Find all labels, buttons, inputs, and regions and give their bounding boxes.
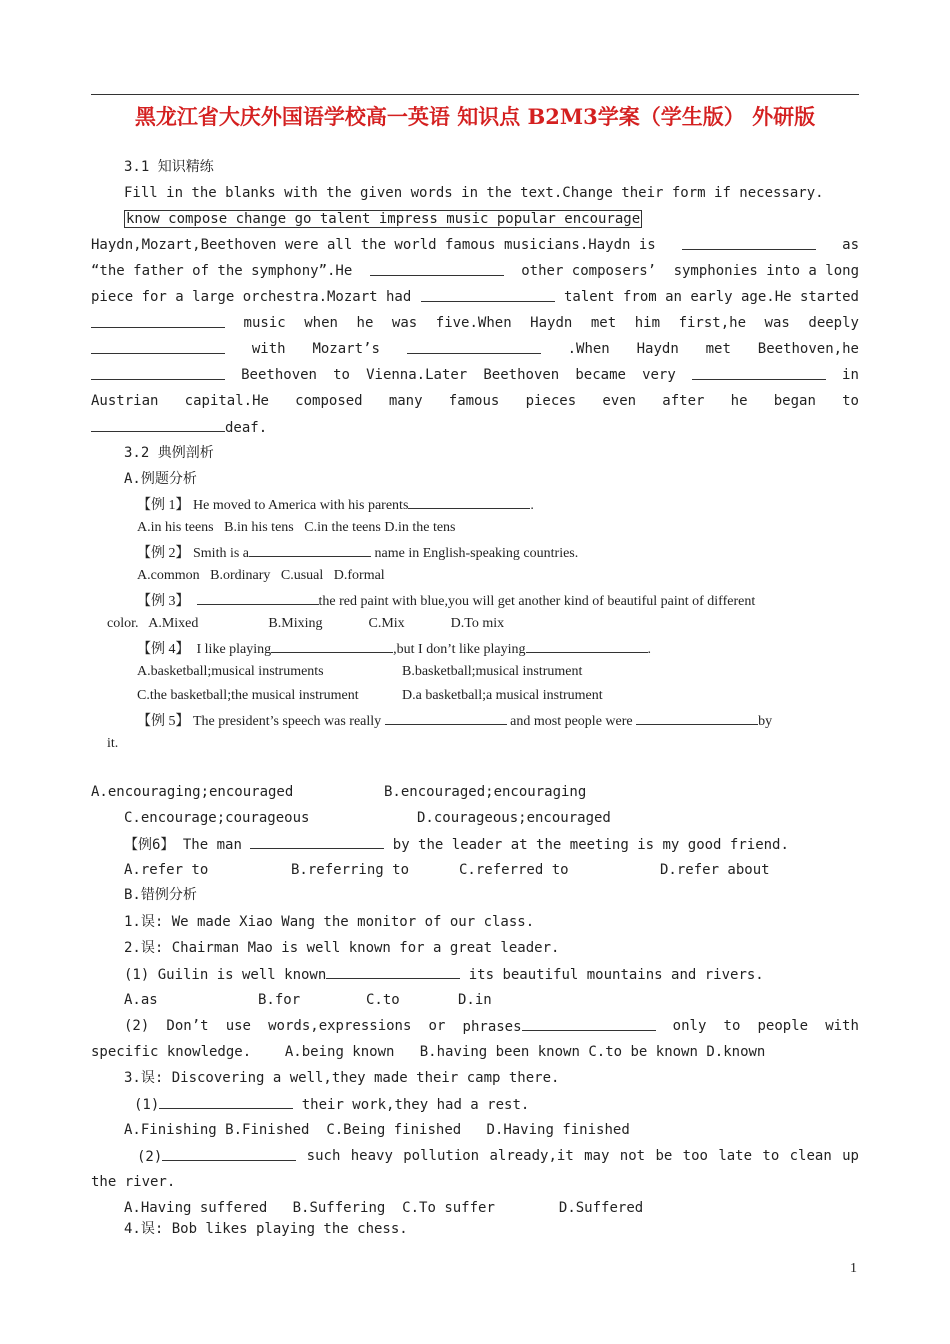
example-4-option-a: A.basketball;musical instruments — [137, 664, 324, 679]
error-3: 3.误: Discovering a well,they made their camp there. — [124, 1070, 560, 1086]
blank[interactable] — [271, 639, 393, 653]
word-box-text: know compose change go talent impress music popular encourage — [126, 211, 641, 227]
blank[interactable] — [526, 639, 648, 653]
passage-line: Haydn,Mozart,Beethoven were all the world famous musicians.Haydn is as — [91, 237, 859, 253]
blank[interactable] — [385, 711, 507, 725]
header-rule — [91, 94, 859, 95]
question-2-1-option-c: C.to — [366, 992, 400, 1008]
passage-line: music when he was five.When Haydn met him first,he was deeply — [91, 314, 859, 332]
blank[interactable] — [159, 1095, 293, 1109]
error-1: 1.误: We made Xiao Wang the monitor of our class. — [124, 914, 535, 930]
passage-line: piece for a large orchestra.Mozart had talent from an early age.He started — [91, 289, 859, 305]
question-2-2-line-2: specific knowledge. A.being known B.having been known C.to be known D.known — [91, 1044, 766, 1060]
example-4-option-d: D.a basketball;a musical instrument — [402, 688, 603, 703]
blank[interactable] — [692, 366, 826, 380]
example-5-continued: it. — [107, 736, 119, 751]
passage-line: deaf. — [91, 418, 267, 437]
error-2: 2.误: Chairman Mao is well known for a great leader. — [124, 940, 560, 956]
question-3-1-options: A.Finishing B.Finished C.Being finished D.Having finished — [124, 1122, 630, 1138]
question-2-1-option-a: A.as — [124, 992, 158, 1008]
question-3-1: (1) their work,they had a rest. — [134, 1097, 530, 1113]
blank[interactable] — [249, 543, 371, 557]
document-title: 黑龙江省大庆外国语学校高一英语 知识点 B2M3学案（学生版） 外研版 — [134, 104, 816, 129]
passage-line: “the father of the symphony”.He other composers’ symphonies into a long — [91, 263, 859, 279]
blank[interactable] — [91, 418, 225, 432]
sub-heading-a: A.例题分析 — [124, 471, 197, 487]
question-3-2-continued: the river. — [91, 1174, 176, 1190]
example-6-option-a: A.refer to — [124, 862, 209, 878]
blank[interactable] — [421, 288, 555, 302]
instruction: Fill in the blanks with the given words in the text.Change their form if necessary. — [124, 185, 824, 201]
sub-heading-b: B.错例分析 — [124, 887, 197, 903]
example-5-option-c: C.encourage;courageous — [124, 810, 310, 826]
passage-line: Beethoven to Vienna.Later Beethoven became very in — [91, 366, 859, 384]
question-3-2-options: A.Having suffered B.Suffering C.To suffer D.Suffered — [124, 1200, 644, 1216]
question-3-2: (2) such heavy pollution already,it may not be too late to clean up — [137, 1148, 859, 1165]
example-1-options: A.in his teens B.in his tens C.in the teens D.in the tens — [137, 520, 456, 535]
section-3-1-heading: 3.1 知识精练 — [124, 159, 214, 175]
blank[interactable] — [91, 340, 225, 354]
example-5: 【例 5】 The president’s speech was really and most people were by — [137, 711, 772, 731]
example-3: 【例 3】 the red paint with blue,you will get another kind of beautiful paint of different — [137, 591, 755, 611]
example-2-options: A.common B.ordinary C.usual D.formal — [137, 568, 385, 583]
passage-line: with Mozart’s .When Haydn met Beethoven,he — [91, 340, 859, 358]
example-3-options: color. A.Mixed B.Mixing C.Mix D.To mix — [107, 616, 505, 631]
example-1: 【例 1】 He moved to America with his parents . — [137, 495, 534, 515]
page-number: 1 — [850, 1261, 857, 1276]
example-4: 【例 4】 I like playing ,but I don’t like playing . — [137, 639, 651, 659]
blank[interactable] — [197, 591, 319, 605]
blank[interactable] — [91, 314, 225, 328]
example-5-option-a: A.encouraging;encouraged — [91, 784, 294, 800]
blank[interactable] — [326, 965, 460, 979]
blank[interactable] — [682, 236, 816, 250]
example-5-option-b: B.encouraged;encouraging — [384, 784, 587, 800]
example-4-option-b: B.basketball;musical instrument — [402, 664, 583, 679]
passage-line: Austrian capital.He composed many famous pieces even after he began to — [91, 393, 859, 409]
error-4: 4.误: Bob likes playing the chess. — [124, 1221, 408, 1237]
example-6-option-c: C.referred to — [459, 862, 569, 878]
question-2-1: (1) Guilin is well known its beautiful mountains and rivers. — [124, 967, 764, 983]
word-box — [124, 210, 642, 228]
blank[interactable] — [91, 366, 225, 380]
blank[interactable] — [407, 340, 541, 354]
example-6-option-b: B.referring to — [291, 862, 410, 878]
example-5-option-d: D.courageous;encouraged — [417, 810, 611, 826]
example-4-option-c: C.the basketball;the musical instrument — [137, 688, 359, 703]
section-3-2-heading: 3.2 典例剖析 — [124, 445, 214, 461]
blank[interactable] — [636, 711, 758, 725]
example-6: 【例6】 The man by the leader at the meeting is my good friend. — [124, 837, 789, 853]
question-2-1-option-d: D.in — [458, 992, 492, 1008]
blank[interactable] — [370, 262, 504, 276]
blank[interactable] — [408, 495, 530, 509]
blank[interactable] — [250, 835, 384, 849]
question-2-1-option-b: B.for — [258, 992, 301, 1008]
blank[interactable] — [522, 1017, 656, 1031]
blank[interactable] — [162, 1147, 296, 1161]
example-2: 【例 2】 Smith is a name in English-speaking countries. — [137, 543, 578, 563]
question-2-2: (2) Don’t use words,expressions or phrases only to people with — [124, 1018, 859, 1035]
example-6-option-d: D.refer about — [660, 862, 770, 878]
